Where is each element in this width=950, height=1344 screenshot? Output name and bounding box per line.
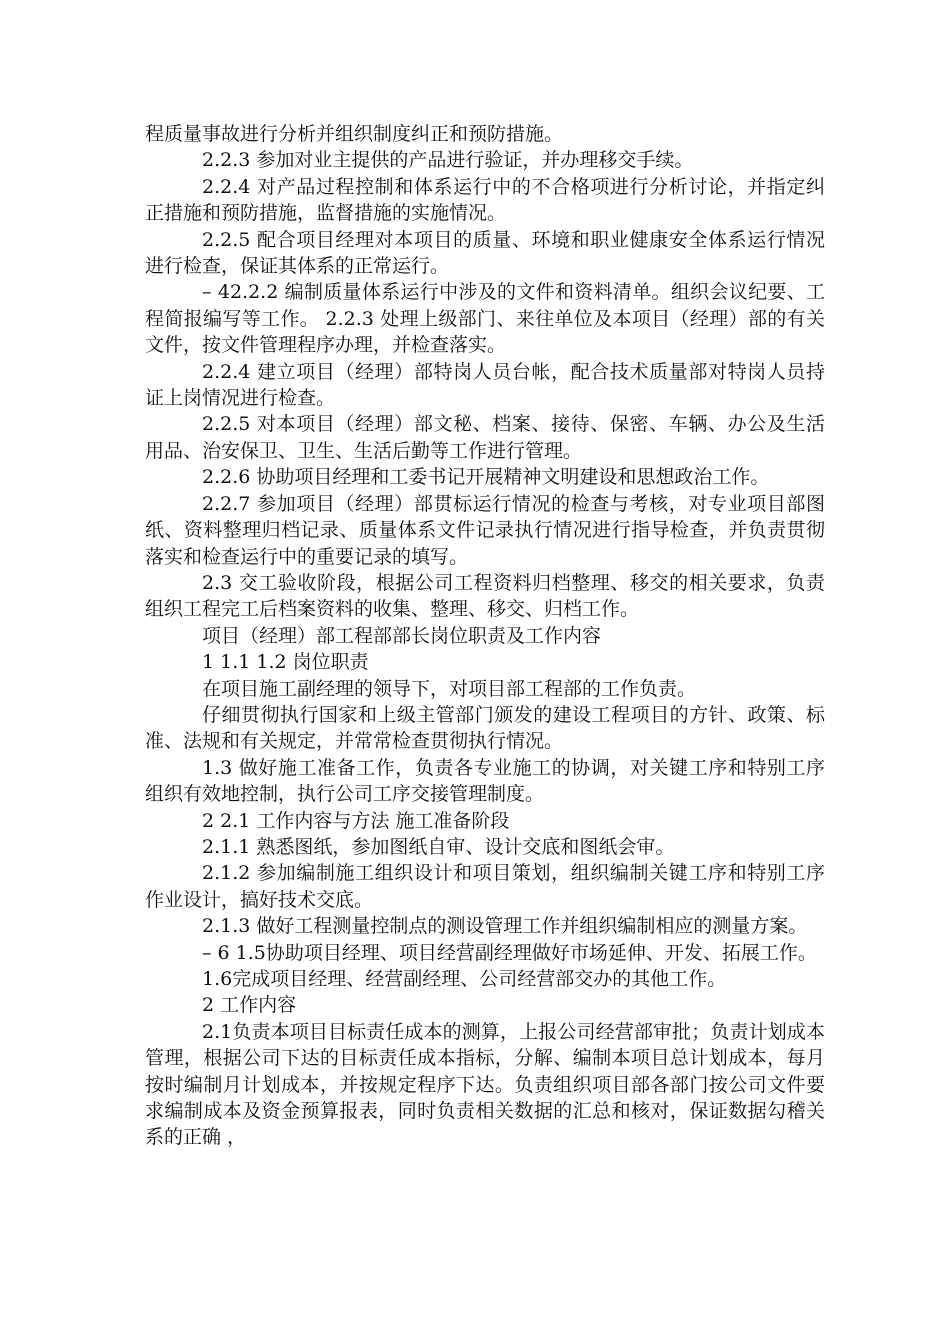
paragraph: 1.6完成项目经理、经营副经理、公司经营部交办的其他工作。 xyxy=(202,968,727,990)
paragraph: – 6 1.5协助项目经理、项目经营副经理做好市场延伸、开发、拓展工作。 xyxy=(202,941,817,964)
paragraph: 2.2.5 配合项目经理对本项目的质量、环境和职业健康安全体系运行情况进行检查，保证其体系的正常运行。 xyxy=(145,228,825,278)
paragraph: 2.2.4 对产品过程控制和体系运行中的不合格项进行分析讨论，并指定纠正措施和预防措施，监督措施的实施情况。 xyxy=(145,175,825,225)
document-body xyxy=(145,121,825,1151)
paragraph: 2.2.5 对本项目（经理）部文秘、档案、接待、保密、车辆、办公及生活用品、治安保卫、卫生、生活后勤等工作进行管理。 xyxy=(145,413,825,462)
paragraph: 2.1.1 熟悉图纸，参加图纸自审、设计交底和图纸会审。 xyxy=(202,835,675,858)
paragraph: 仔细贯彻执行国家和上级主管部门颁发的建设工程项目的方针、政策、标准、法规和有关规定，并常常检查贯彻执行情况。 xyxy=(145,703,825,753)
paragraph: 2.1.2 参加编制施工组织设计和项目策划，组织编制关键工序和特别工序作业设计，搞好技术交底。 xyxy=(145,862,825,911)
section-heading: 项目（经理）部工程部部长岗位职责及工作内容 xyxy=(202,624,602,647)
section-heading: 2 2.1 工作内容与方法 施工准备阶段 xyxy=(202,809,510,832)
paragraph: 2.1负责本项目目标责任成本的测算，上报公司经营部审批；负责计划成本管理，根据公司下达的目标责任成本指标，分解、编制本项目总计划成本，每月按时编制月计划成本，并按规定程序下达。负责组织项目部各部门按公司文件要求编制成本及资金预算报表，同时负责相关数据的汇总和核对，保证数据勾稽关系的正确 ， xyxy=(145,1020,825,1149)
paragraph: 2.2.7 参加项目（经理）部贯标运行情况的检查与考核，对专业项目部图纸、资料整理归档记录、质量体系文件记录执行情况进行指导检查，并负责贯彻落实和检查运行中的重要记录的填写。 xyxy=(145,492,825,568)
paragraph: 2.2.3 参加对业主提供的产品进行验证，并办理移交手续。 xyxy=(202,149,694,172)
paragraph: 2.2.4 建立项目（经理）部特岗人员台帐，配合技术质量部对特岗人员持证上岗情况进行检查。 xyxy=(145,360,825,410)
paragraph: 程质量事故进行分析并组织制度纠正和预防措施。 xyxy=(145,123,564,145)
section-heading: 2 工作内容 xyxy=(202,994,297,1017)
paragraph: 2.2.6 协助项目经理和工委书记开展精神文明建设和思想政治工作。 xyxy=(202,466,770,489)
section-heading: 1 1.1 1.2 岗位职责 xyxy=(202,651,369,674)
paragraph: – 42.2.2 编制质量体系运行中涉及的文件和资料清单。组织会议纪要、工程简报编写等工作。 2.2.3 处理上级部门、来往单位及本项目（经理）部的有关文件，按文件管理程序办理，并检查落实。 xyxy=(145,281,825,357)
paragraph: 2.3 交工验收阶段，根据公司工程资料归档整理、移交的相关要求，负责组织工程完工后档案资料的收集、整理、移交、归档工作。 xyxy=(145,571,825,621)
paragraph: 在项目施工副经理的领导下，对项目部工程部的工作负责。 xyxy=(202,677,697,700)
paragraph: 1.3 做好施工准备工作，负责各专业施工的协调，对关键工序和特别工序组织有效地控制，执行公司工序交接管理制度。 xyxy=(145,756,825,806)
paragraph: 2.1.3 做好工程测量控制点的测设管理工作并组织编制相应的测量方案。 xyxy=(202,915,808,938)
